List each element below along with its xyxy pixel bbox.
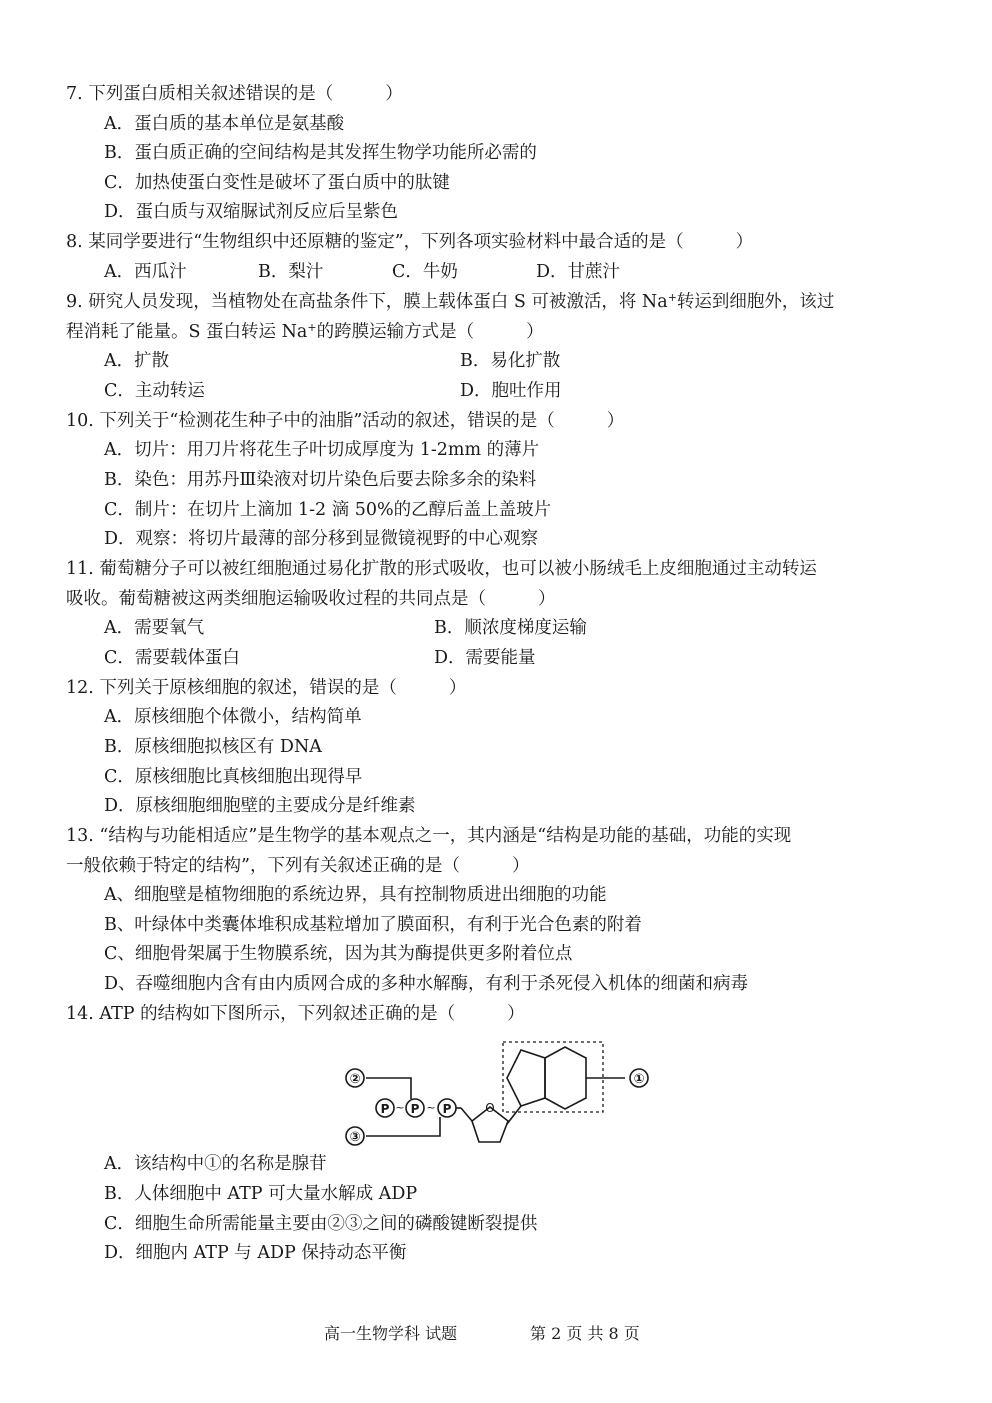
question-8-option-d: D．甘蔗汁: [536, 262, 621, 282]
question-12-stem: 12. 下列关于原核细胞的叙述，错误的是（ ）: [66, 678, 467, 698]
question-10-option-b: B．染色：用苏丹Ⅲ染液对切片染色后要去除多余的染料: [104, 470, 537, 490]
question-11-option-c: C．需要载体蛋白: [104, 648, 240, 668]
question-14-option-c: C．细胞生命所需能量主要由②③之间的磷酸键断裂提供: [104, 1214, 538, 1234]
question-9-option-a: A．扩散: [104, 351, 170, 371]
question-10-option-a: A．切片：用刀片将花生子叶切成厚度为 1-2mm 的薄片: [104, 440, 540, 460]
question-7-option-d: D．蛋白质与双缩脲试剂反应后呈紫色: [104, 202, 399, 222]
question-13-option-d: D、吞噬细胞内含有由内质网合成的多种水解酶，有利于杀死侵入机体的细菌和病毒: [104, 974, 749, 994]
question-14-option-b: B．人体细胞中 ATP 可大量水解成 ADP: [104, 1184, 418, 1204]
question-10-option-c: C．制片：在切片上滴加 1-2 滴 50%的乙醇后盖上盖玻片: [104, 500, 552, 520]
purine-five-ring: [507, 1050, 545, 1106]
question-13-option-c: C、细胞骨架属于生物膜系统，因为其为酶提供更多附着位点: [104, 944, 573, 964]
label-3: ③: [349, 1130, 361, 1145]
question-8-option-a: A．西瓜汁: [104, 262, 187, 282]
question-12-option-b: B．原核细胞拟核区有 DNA: [104, 737, 322, 757]
label-3-leader: [366, 1117, 440, 1136]
question-11-stem-line-1: 11. 葡萄糖分子可以被红细胞通过易化扩散的形式吸收，也可以被小肠绒毛上皮细胞通过主动转运: [66, 559, 817, 579]
question-10-option-d: D．观察：将切片最薄的部分移到显微镜视野的中心观察: [104, 529, 539, 549]
question-11-option-a: A．需要氧气: [104, 618, 205, 638]
question-9-stem-line-2: 程消耗了能量。S 蛋白转运 Na+的跨膜运输方式是（ ）: [66, 321, 544, 342]
question-12-option-a: A．原核细胞个体微小，结构简单: [104, 707, 362, 727]
label-2: ②: [349, 1072, 361, 1087]
sugar-phosphate-bond: [461, 1108, 472, 1121]
question-14-stem: 14. ATP 的结构如下图所示，下列叙述正确的是（ ）: [66, 1004, 525, 1024]
question-12-option-d: D．原核细胞细胞壁的主要成分是纤维素: [104, 796, 416, 816]
phosphate-label-2: P: [410, 1102, 420, 1116]
question-12-option-c: C．原核细胞比真核细胞出现得早: [104, 767, 363, 787]
question-11-option-d: D．需要能量: [434, 648, 536, 668]
label-2-leader: [366, 1078, 411, 1099]
question-8-option-c: C．牛奶: [392, 262, 458, 282]
question-7-option-c: C．加热使蛋白变性是破坏了蛋白质中的肽键: [104, 173, 450, 193]
question-13-stem-line-2: 一般依赖于特定的结构”，下列有关叙述正确的是（ ）: [66, 856, 530, 876]
question-13-stem-line-1: 13. “结构与功能相适应”是生物学的基本观点之一，其内涵是“结构是功能的基础，功能的实现: [66, 826, 792, 846]
question-8-stem: 8. 某同学要进行“生物组织中还原糖的鉴定”，下列各项实验材料中最合适的是（ ）: [66, 232, 754, 252]
question-14-option-a: A．该结构中①的名称是腺苷: [104, 1154, 327, 1174]
question-13-option-a: A、细胞壁是植物细胞的系统边界，具有控制物质进出细胞的功能: [104, 885, 607, 905]
footer-page-number: 第 2 页 共 8 页: [530, 1324, 640, 1343]
question-7-option-a: A．蛋白质的基本单位是氨基酸: [104, 114, 345, 134]
phosphate-label-1: P: [380, 1102, 390, 1116]
high-energy-bond-1: ~: [395, 1101, 405, 1114]
phosphate-label-3: P: [442, 1102, 452, 1116]
label-1: ①: [633, 1072, 645, 1087]
question-8-option-b: B．梨汁: [258, 262, 324, 282]
question-9-option-b: B．易化扩散: [460, 351, 561, 371]
question-7-option-b: B．蛋白质正确的空间结构是其发挥生物学功能所必需的: [104, 143, 537, 163]
question-10-stem: 10. 下列关于“检测花生种子中的油脂”活动的叙述，错误的是（ ）: [66, 411, 625, 431]
question-9-option-c: C．主动转运: [104, 381, 205, 401]
purine-six-ring: [545, 1047, 586, 1109]
ring-oxygen: O: [485, 1101, 495, 1115]
question-9-option-d: D．胞吐作用: [460, 381, 562, 401]
question-9-stem-line-1: 9. 研究人员发现，当植物处在高盐条件下，膜上载体蛋白 S 可被激活，将 Na+转运到细胞外，该过: [66, 291, 835, 312]
glycosidic-bond: [507, 1106, 521, 1124]
question-14-option-d: D．细胞内 ATP 与 ADP 保持动态平衡: [104, 1243, 407, 1263]
question-7-stem: 7. 下列蛋白质相关叙述错误的是（ ）: [66, 84, 403, 104]
question-11-option-b: B．顺浓度梯度运输: [434, 618, 587, 638]
question-13-option-b: B、叶绿体中类囊体堆积成基粒增加了膜面积，有利于光合色素的附着: [104, 915, 642, 935]
question-11-stem-line-2: 吸收。葡萄糖被这两类细胞运输吸收过程的共同点是（ ）: [66, 589, 556, 609]
high-energy-bond-2: ~: [426, 1101, 436, 1114]
footer-subject: 高一生物学科 试题: [324, 1324, 458, 1343]
